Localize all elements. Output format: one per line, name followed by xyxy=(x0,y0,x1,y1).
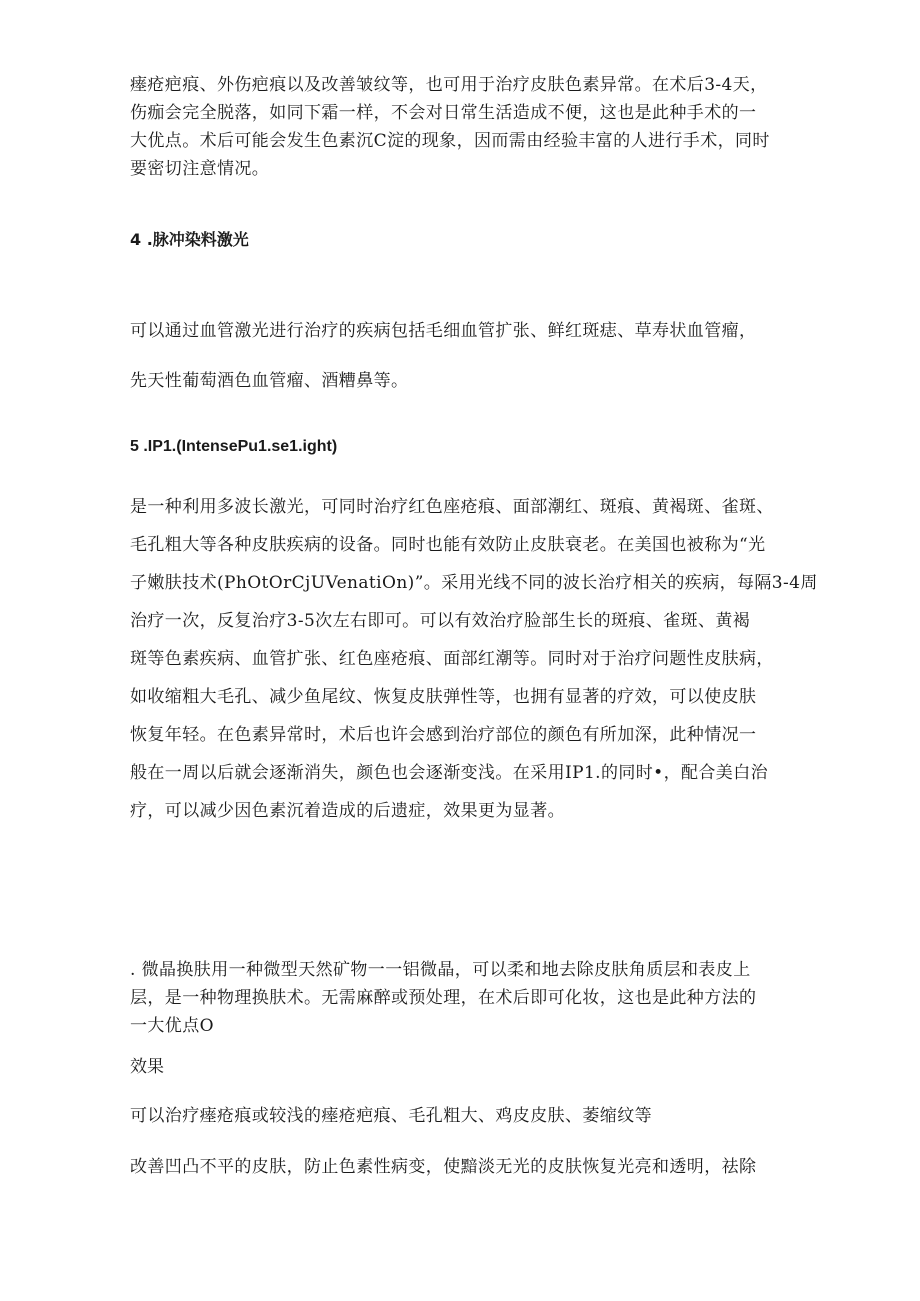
text-line: 般在一周以后就会逐渐消失，颜色也会逐渐变浅。在采用IP1.的同时•，配合美白治 xyxy=(130,763,768,783)
text-line: 恢复年轻。在色素异常时，术后也许会感到治疗部位的颜色有所加深，此种情况一 xyxy=(130,725,757,745)
text-line: 疗，可以减少因色素沉着造成的后遗症，效果更为显著。 xyxy=(130,801,565,821)
text-line: 层，是一种物理换肤术。无需麻醉或预处理，在术后即可化妆，这也是此种方法的 xyxy=(130,988,757,1008)
paragraph-vascular-laser xyxy=(130,306,795,406)
text-line: 是一种利用多波长激光，可同时治疗红色座疮痕、面部潮红、斑痕、黄褐斑、雀斑、 xyxy=(130,497,774,517)
section-heading-pulsed-dye-laser: 4 .脉冲染料激光 xyxy=(130,230,249,249)
paragraph-scar-treatment xyxy=(130,71,795,183)
text-line: 可以治疗瘗疮痕或较浅的瘗疮疤痕、毛孔粗大、鸡皮皮肤、萎缩纹等 xyxy=(130,1106,652,1126)
text-line: 伤痂会完全脱落，如同下霜一样，不会对日常生活造成不便，这也是此种手术的一 xyxy=(130,103,757,123)
paragraph-effect-2 xyxy=(130,1153,795,1181)
text-line: 如收缩粗大毛孔、减少鱼尾纹、恢复皮肤弹性等，也拥有显著的疗效，可以使皮肤 xyxy=(130,687,757,707)
paragraph-ipl-description xyxy=(130,488,818,830)
text-line: 治疗一次，反复治疗3-5次左右即可。可以有效治疗脸部生长的斑痕、雀斑、黄褐 xyxy=(130,611,751,631)
text-line: 一大优点O xyxy=(130,1016,214,1036)
document-page xyxy=(130,0,818,1301)
section-heading-ipl: 5 .IP1.(IntensePu1.se1.ight) xyxy=(130,438,338,455)
text-line: 毛孔粗大等各种皮肤疾病的设备。同时也能有效防止皮肤衰老。在美国也被称为“光 xyxy=(130,535,766,555)
text-line: 要密切注意情况。 xyxy=(130,159,270,179)
paragraph-effect-1 xyxy=(130,1102,795,1130)
text-line: 大优点。术后可能会发生色素沉C淀的现象，因而需由经验丰富的人进行手术，同时 xyxy=(130,131,770,151)
effect-heading: 效果 xyxy=(130,1057,164,1077)
text-line: 子嫩肤技术(PhOtOrCjUVenatiOn)”。采用光线不同的波长治疗相关的疾病，每隔3-4周 xyxy=(130,573,818,593)
text-line: 斑等色素疾病、血管扩张、红色座疮痕、面部红潮等。同时对于治疗问题性皮肤病， xyxy=(130,649,774,669)
text-line: 瘗疮疤痕、外伤疤痕以及改善皱纹等，也可用于治疗皮肤色素异常。在术后3-4天， xyxy=(130,75,768,95)
text-line: 先天性葡萄酒色血管瘤、酒糟鼻等。 xyxy=(130,371,409,391)
paragraph-microcrystal-peel xyxy=(130,956,795,1040)
text-line: . 微晶换肤用一种微型天然矿物一一铝微晶，可以柔和地去除皮肤角质层和表皮上 xyxy=(130,960,751,980)
text-line: 改善凹凸不平的皮肤，防止色素性病变，使黯淡无光的皮肤恢复光亮和透明，祛除 xyxy=(130,1157,757,1177)
text-line: 可以通过血管激光进行治疗的疾病包括毛细血管扩张、鲜红斑痣、草寿状血管瘤， xyxy=(130,321,757,341)
